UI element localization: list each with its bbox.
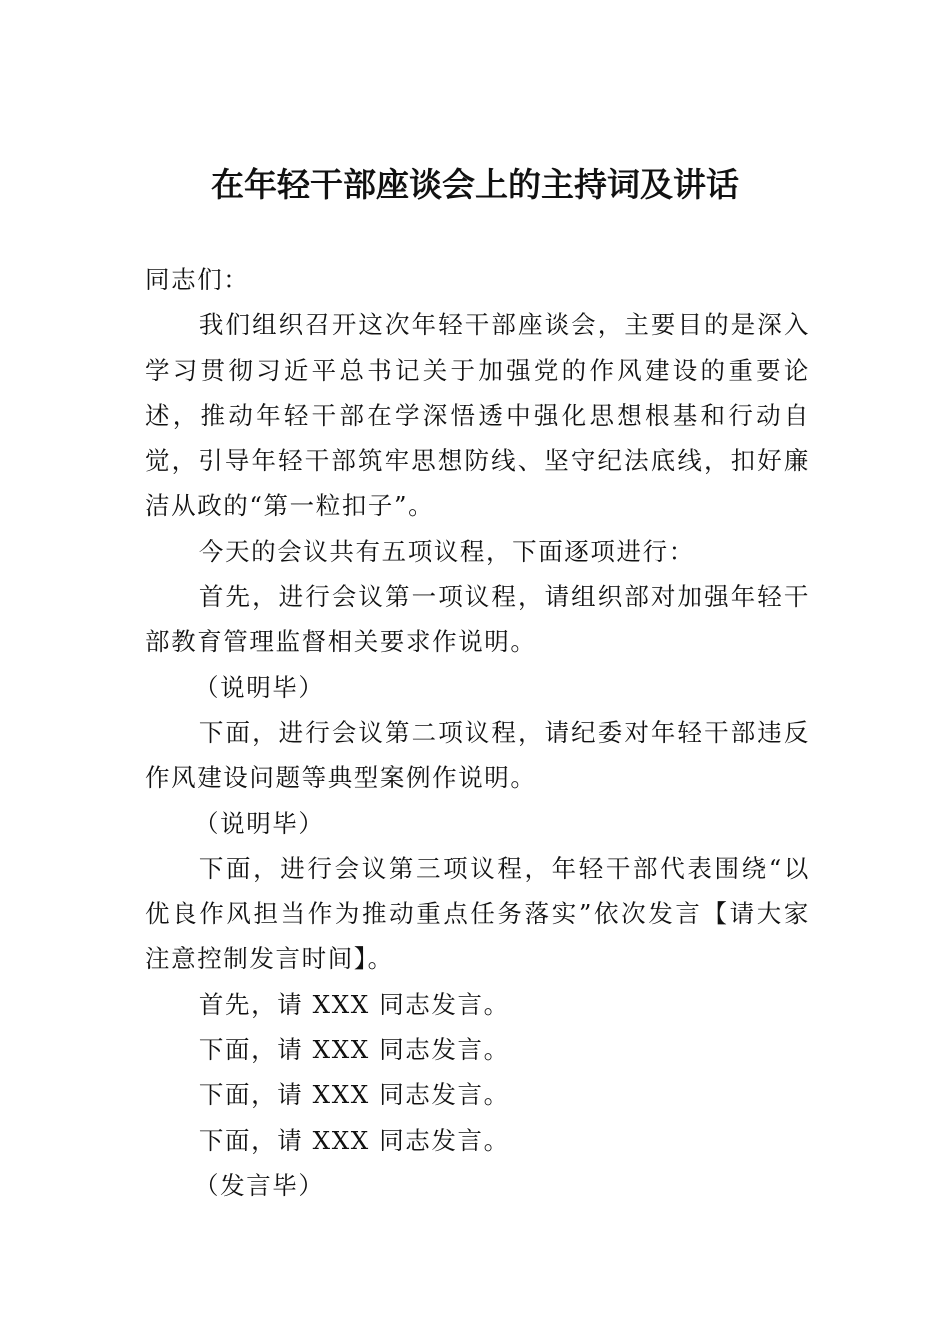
speaker-line-3: 下面，请 XXX 同志发言。 [198,1080,510,1110]
explanation-done-note-1: （说明毕） [194,672,325,702]
greeting-paragraph: 同志们： [145,265,250,294]
explanation-done-note-2: （说明毕） [194,808,325,838]
document-title: 在年轻干部座谈会上的主持词及讲话 [211,165,739,204]
agenda-item-1-paragraph: 首先，进行会议第一项议程，请组织部对加强年轻干部教育管理监督相关要求作说明。 [145,582,810,657]
speaker-line-2: 下面，请 XXX 同志发言。 [198,1035,510,1065]
speaker-line-4: 下面，请 XXX 同志发言。 [198,1125,510,1155]
agenda-item-3-paragraph: 下面，进行会议第三项议程，年轻干部代表围绕“以优良作风担当作为推动重点任务落实”依次发言【请大家注意控制发言时间】。 [145,853,810,974]
intro-paragraph: 我们组织召开这次年轻干部座谈会，主要目的是深入学习贯彻习近平总书记关于加强党的作风建设的重要论述，推动年轻干部在学深悟透中强化思想根基和行动自觉，引导年轻干部筑牢思想防线、坚守纪法底线，扣好廉洁从政的“第一粒扣子”。 [145,310,810,521]
agenda-item-2-paragraph: 下面，进行会议第二项议程，请纪委对年轻干部违反作风建设问题等典型案例作说明。 [145,717,810,793]
document-body [145,257,810,1208]
speech-done-note: （发言毕） [194,1170,325,1200]
agenda-intro-paragraph: 今天的会议共有五项议程，下面逐项进行： [198,536,695,566]
speaker-line-1: 首先，请 XXX 同志发言。 [198,989,510,1019]
